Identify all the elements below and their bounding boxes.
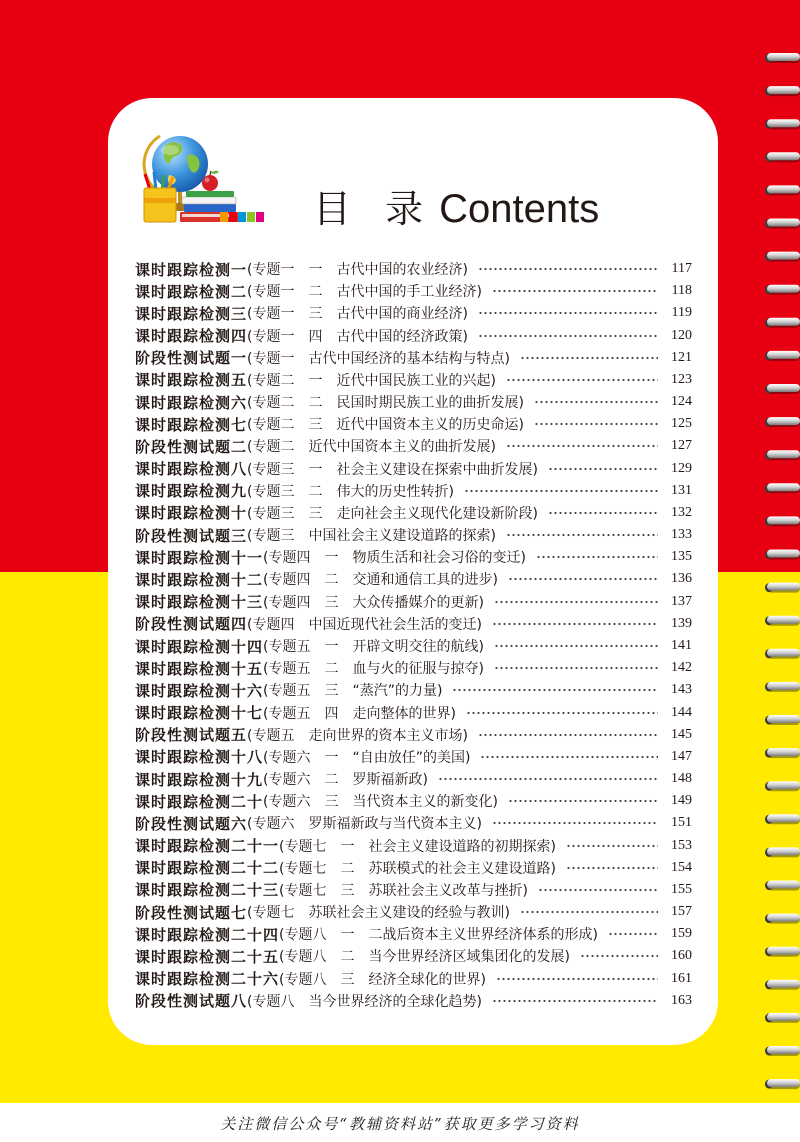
entry-label: 课时跟踪检测十五 <box>135 659 264 678</box>
dot-leader <box>438 777 658 781</box>
binding-ring <box>765 616 800 626</box>
spiral-binding <box>755 0 800 1142</box>
entry-label: 课时跟踪检测十 <box>135 504 248 523</box>
entry-label: 课时跟踪检测四 <box>135 327 248 346</box>
entry-label: 课时跟踪检测十七 <box>135 704 264 723</box>
dot-leader <box>492 622 658 626</box>
toc-entry <box>135 524 692 546</box>
entry-page-number: 142 <box>671 660 692 676</box>
entry-topic: (专题五 二 血与火的征服与掠夺) <box>263 661 484 678</box>
dot-leader <box>494 644 658 648</box>
entry-topic: (专题五 一 开辟文明交往的航线) <box>263 639 484 655</box>
dot-leader <box>536 555 658 559</box>
dot-leader <box>506 533 658 537</box>
entry-label: 课时跟踪检测三 <box>135 304 248 323</box>
entry-topic: (专题一 三 古代中国的商业经济) <box>247 306 468 323</box>
binding-ring <box>765 715 800 725</box>
entry-topic: (专题一 二 古代中国的手工业经济) <box>247 284 482 301</box>
entry-page-number: 139 <box>671 615 692 631</box>
entry-label: 课时跟踪检测十三 <box>135 593 264 612</box>
entry-topic: (专题一 古代中国经济的基本结构与特点) <box>247 350 510 367</box>
toc-entry <box>135 968 692 990</box>
entry-page-number: 143 <box>671 682 692 698</box>
entry-label: 课时跟踪检测九 <box>135 482 248 501</box>
dot-leader <box>580 954 658 958</box>
entry-topic: (专题八 当今世界经济的全球化趋势) <box>247 993 482 1010</box>
entry-label: 课时跟踪检测十二 <box>135 570 264 589</box>
toc-entry <box>135 901 692 923</box>
entry-topic: (专题七 一 社会主义建设道路的初期探索) <box>279 838 556 855</box>
binding-ring <box>765 583 800 593</box>
toc-entry <box>135 790 692 812</box>
toc-entry <box>135 458 692 480</box>
dot-leader <box>520 356 658 360</box>
binding-ring <box>765 318 800 328</box>
entry-page-number: 125 <box>671 416 692 432</box>
entry-topic: (专题三 中国社会主义建设道路的探索) <box>247 528 496 545</box>
binding-ring <box>765 119 800 129</box>
toc-entry <box>135 258 692 280</box>
entry-label: 课时跟踪检测十六 <box>135 681 264 700</box>
binding-ring <box>765 980 800 990</box>
entry-topic: (专题八 一 二战后资本主义世界经济体系的形成) <box>279 927 598 944</box>
binding-ring <box>765 252 800 262</box>
entry-topic: (专题七 苏联社会主义建设的经验与教训) <box>247 905 510 922</box>
entry-page-number: 155 <box>671 881 692 897</box>
entry-page-number: 132 <box>671 504 692 520</box>
entry-page-number: 153 <box>671 837 692 853</box>
entry-page-number: 161 <box>671 970 692 986</box>
entry-page-number: 144 <box>671 704 692 720</box>
entry-topic: (专题二 二 民国时期民族工业的曲折发展) <box>247 395 524 412</box>
entry-label: 课时跟踪检测十八 <box>135 748 264 767</box>
entry-topic: (专题八 二 当今世界经济区域集团化的发展) <box>279 949 570 966</box>
toc-entry <box>135 302 692 324</box>
toc-entry <box>135 347 692 369</box>
entry-label: 阶段性测试题三 <box>135 526 248 545</box>
dot-leader <box>496 977 658 981</box>
dot-leader <box>478 733 658 737</box>
entry-page-number: 131 <box>671 482 692 498</box>
toc-entry <box>135 413 692 435</box>
entry-label: 课时跟踪检测八 <box>135 460 248 479</box>
entry-topic: (专题七 二 苏联模式的社会主义建设道路) <box>279 860 556 877</box>
entry-page-number: 135 <box>671 549 692 565</box>
entry-page-number: 133 <box>671 527 692 543</box>
dot-leader <box>538 888 658 892</box>
footer-notice: 关注微信公众号“教辅资料站”获取更多学习资料 <box>220 1115 580 1133</box>
entry-topic: (专题五 四 走向整体的世界) <box>263 705 456 722</box>
entry-page-number: 148 <box>671 771 692 787</box>
toc-entry <box>135 945 692 967</box>
binding-ring <box>765 914 800 924</box>
entry-topic: (专题三 一 社会主义建设在探索中曲折发展) <box>247 461 538 478</box>
toc-entry <box>135 435 692 457</box>
toc-entry <box>135 812 692 834</box>
toc-entry <box>135 857 692 879</box>
entry-label: 阶段性测试题六 <box>135 814 248 833</box>
entry-label: 课时跟踪检测七 <box>135 415 248 434</box>
entry-page-number: 154 <box>671 859 692 875</box>
toc-entry <box>135 923 692 945</box>
entry-page-number: 149 <box>671 793 692 809</box>
binding-ring <box>765 483 800 493</box>
entry-topic: (专题五 三 “蒸汽”的力量) <box>263 683 443 700</box>
entry-label: 阶段性测试题八 <box>135 992 248 1011</box>
contents-card <box>108 98 718 1045</box>
entry-label: 课时跟踪检测二 <box>135 282 248 301</box>
dot-leader <box>520 910 658 914</box>
binding-ring <box>765 1079 800 1089</box>
binding-ring <box>765 947 800 957</box>
toc-entry <box>135 657 692 679</box>
binding-ring <box>765 53 800 63</box>
dot-leader <box>492 999 658 1003</box>
dot-leader <box>494 666 658 670</box>
entry-label: 课时跟踪检测六 <box>135 393 248 412</box>
binding-ring <box>765 384 800 394</box>
binding-ring <box>765 1013 800 1023</box>
binding-ring <box>765 847 800 857</box>
entry-label: 阶段性测试题四 <box>135 615 248 634</box>
entry-label: 课时跟踪检测一 <box>135 260 248 279</box>
entry-label: 课时跟踪检测五 <box>135 371 248 390</box>
entry-page-number: 117 <box>671 261 692 277</box>
entry-label: 课时跟踪检测十九 <box>135 770 264 789</box>
entry-page-number: 136 <box>671 571 692 587</box>
binding-ring <box>765 351 800 361</box>
entry-label: 课时跟踪检测二十六 <box>135 970 280 989</box>
toc-entry <box>135 613 692 635</box>
binding-ring <box>765 814 800 824</box>
toc-entry <box>135 724 692 746</box>
dot-leader <box>480 755 658 759</box>
entry-page-number: 129 <box>671 460 692 476</box>
toc-entry <box>135 546 692 568</box>
table-of-contents <box>135 258 692 1012</box>
entry-topic: (专题二 近代中国资本主义的曲折发展) <box>247 439 496 456</box>
entry-page-number: 163 <box>671 992 692 1008</box>
entry-topic: (专题六 二 罗斯福新政) <box>263 772 428 789</box>
entry-label: 课时跟踪检测十一 <box>135 548 264 567</box>
entry-topic: (专题四 一 物质生活和社会习俗的变迁) <box>263 550 526 567</box>
dot-leader <box>548 467 658 471</box>
entry-page-number: 141 <box>671 638 692 653</box>
toc-entry <box>135 280 692 302</box>
dot-leader <box>464 489 658 493</box>
entry-topic: (专题三 二 伟大的历史性转折) <box>247 483 454 500</box>
toc-entry <box>135 834 692 856</box>
entry-label: 课时跟踪检测二十三 <box>135 881 280 900</box>
toc-entry <box>135 568 692 590</box>
dot-leader <box>548 511 658 515</box>
binding-ring <box>765 781 800 791</box>
entry-topic: (专题八 三 经济全球化的世界) <box>279 971 486 988</box>
entry-topic: (专题五 走向世界的资本主义市场) <box>247 727 468 744</box>
entry-label: 阶段性测试题一 <box>135 349 248 368</box>
entry-label: 阶段性测试题二 <box>135 437 248 456</box>
dot-leader <box>478 311 658 315</box>
dot-leader <box>508 577 658 581</box>
dot-leader <box>506 378 658 382</box>
binding-ring <box>765 649 800 659</box>
dot-leader <box>608 932 658 936</box>
entry-page-number: 151 <box>671 815 692 831</box>
binding-ring <box>765 152 800 162</box>
binding-ring <box>765 881 800 891</box>
entry-topic: (专题七 三 苏联社会主义改革与挫折) <box>279 882 528 899</box>
binding-ring <box>765 185 800 195</box>
entry-label: 课时跟踪检测二十 <box>135 792 264 811</box>
dot-leader <box>508 799 658 803</box>
toc-entry <box>135 391 692 413</box>
entry-label: 课时跟踪检测二十五 <box>135 947 280 966</box>
entry-topic: (专题四 中国近现代社会生活的变迁) <box>247 616 482 633</box>
title-chinese: 目 录 <box>313 187 424 231</box>
entry-label: 阶段性测试题五 <box>135 726 248 745</box>
entry-page-number: 159 <box>671 926 692 942</box>
entry-page-number: 121 <box>671 349 692 365</box>
entry-topic: (专题六 一 “自由放任”的美国) <box>263 749 471 766</box>
entry-page-number: 118 <box>671 283 692 299</box>
dot-leader <box>492 289 658 293</box>
entry-topic: (专题六 三 当代资本主义的新变化) <box>263 794 498 811</box>
entry-topic: (专题六 罗斯福新政与当代资本主义) <box>247 816 482 833</box>
dot-leader <box>492 821 658 825</box>
entry-topic: (专题二 三 近代中国资本主义的历史命运) <box>247 417 524 434</box>
binding-ring <box>765 417 800 427</box>
entry-label: 课时跟踪检测十四 <box>135 637 264 656</box>
dot-leader <box>506 444 658 448</box>
binding-ring <box>765 219 800 229</box>
dot-leader <box>478 334 658 338</box>
entry-page-number: 127 <box>671 438 692 454</box>
dot-leader <box>566 844 658 848</box>
toc-entry <box>135 746 692 768</box>
entry-page-number: 123 <box>671 371 692 387</box>
school-supplies-illustration <box>140 128 270 228</box>
entry-topic: (专题四 三 大众传播媒介的更新) <box>263 594 484 611</box>
toc-entry <box>135 879 692 901</box>
toc-entry <box>135 701 692 723</box>
toc-entry <box>135 768 692 790</box>
toc-entry <box>135 990 692 1012</box>
entry-label: 课时跟踪检测二十一 <box>135 837 280 856</box>
binding-ring <box>765 285 800 295</box>
entry-topic: (专题四 二 交通和通信工具的进步) <box>263 572 498 589</box>
entry-label: 阶段性测试题七 <box>135 903 248 922</box>
toc-entry <box>135 679 692 701</box>
entry-page-number: 160 <box>671 948 692 964</box>
entry-topic: (专题一 四 古代中国的经济政策) <box>247 328 468 345</box>
dot-leader <box>566 866 658 870</box>
entry-label: 课时跟踪检测二十四 <box>135 925 280 944</box>
entry-page-number: 147 <box>671 748 692 764</box>
dot-leader <box>494 600 658 604</box>
toc-entry <box>135 369 692 391</box>
entry-page-number: 157 <box>671 904 692 920</box>
entry-topic: (专题一 一 古代中国的农业经济) <box>247 262 468 279</box>
binding-ring <box>765 516 800 526</box>
page-title <box>313 178 600 231</box>
binding-ring <box>765 682 800 692</box>
entry-page-number: 120 <box>671 327 692 343</box>
entry-topic: (专题三 三 走向社会主义现代化建设新阶段) <box>247 505 538 522</box>
toc-entry <box>135 502 692 524</box>
entry-topic: (专题二 一 近代中国民族工业的兴起) <box>247 372 496 389</box>
entry-page-number: 145 <box>671 726 692 742</box>
binding-ring <box>765 1046 800 1056</box>
dot-leader <box>534 400 658 404</box>
title-english: Contents <box>439 187 600 231</box>
entry-page-number: 124 <box>671 394 692 410</box>
toc-entry <box>135 635 692 657</box>
binding-ring <box>765 450 800 460</box>
binding-ring <box>765 86 800 96</box>
dot-leader <box>534 422 658 426</box>
entry-page-number: 137 <box>671 593 692 609</box>
binding-ring <box>765 748 800 758</box>
entry-label: 课时跟踪检测二十二 <box>135 859 280 878</box>
dot-leader <box>452 688 658 692</box>
dot-leader <box>478 267 658 271</box>
dot-leader <box>466 711 658 715</box>
toc-entry <box>135 480 692 502</box>
binding-ring <box>765 550 800 560</box>
entry-page-number: 119 <box>671 305 692 321</box>
letter-blocks-icon <box>220 212 264 222</box>
toc-entry <box>135 591 692 613</box>
toc-entry <box>135 325 692 347</box>
